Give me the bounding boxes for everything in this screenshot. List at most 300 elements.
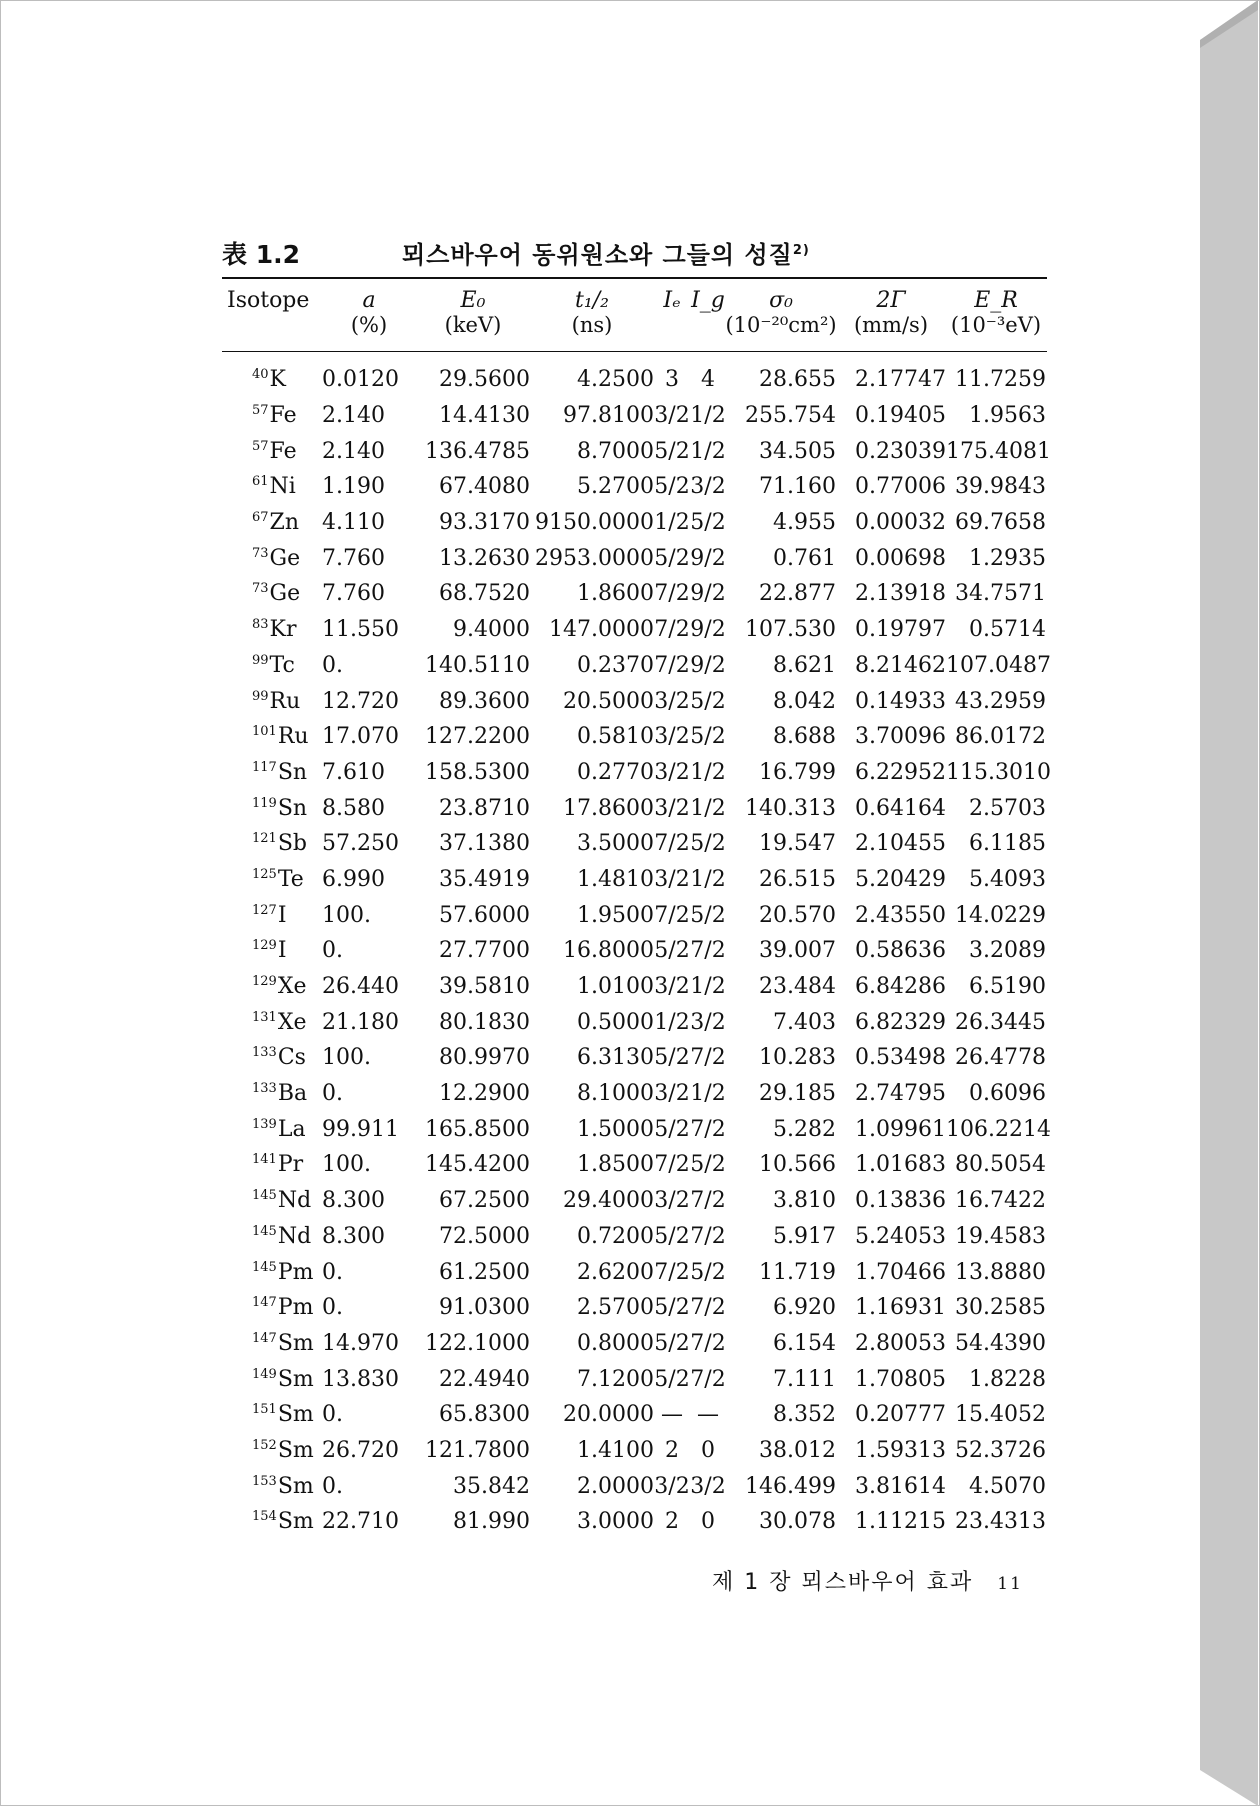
spin-excited-cell: 3/2 — [654, 1081, 690, 1107]
spin-ground-cell: 1/2 — [690, 795, 726, 821]
recoil-energy-cell: 26.4778 — [955, 1045, 1046, 1071]
spin-excited-cell: 3/2 — [654, 759, 690, 785]
element-symbol: Sm — [277, 1473, 314, 1499]
halflife-cell: 0.2370 — [577, 652, 654, 678]
recoil-energy-cell: 14.0229 — [955, 902, 1046, 928]
abundance-cell: 7.760 — [322, 581, 385, 607]
header-row — [222, 279, 1047, 351]
mass-number: 153 — [252, 1473, 277, 1489]
cross-section-cell: 20.570 — [759, 902, 836, 928]
spin-ground-cell: 5/2 — [690, 688, 726, 714]
halflife-cell: 1.8500 — [577, 1152, 654, 1178]
table-row — [222, 1361, 1047, 1397]
halflife-cell: 0.2770 — [577, 759, 654, 785]
spin-excited-cell: 5/2 — [654, 938, 690, 964]
table-row — [222, 1433, 1047, 1469]
isotope-cell — [222, 760, 322, 785]
isotope-cell — [222, 1010, 322, 1035]
spin-excited-cell: 3/2 — [654, 1473, 690, 1499]
isotope-cell — [222, 689, 322, 714]
element-symbol: Sm — [277, 1330, 314, 1356]
abundance-cell: 7.610 — [322, 759, 385, 785]
header-cell — [222, 289, 322, 351]
abundance-cell: 12.720 — [322, 688, 399, 714]
linewidth-cell: 8.21462 — [855, 652, 946, 678]
mass-number: 83 — [252, 617, 269, 633]
isotope-cell — [222, 1117, 322, 1142]
halflife-cell: 1.5000 — [577, 1116, 654, 1142]
header-cell — [322, 289, 416, 351]
spin-excited-cell: 3/2 — [654, 724, 690, 750]
spin-ground-cell: 7/2 — [690, 938, 726, 964]
linewidth-cell: 0.23039 — [855, 438, 946, 464]
element-symbol: Te — [277, 866, 304, 892]
spin-excited-cell: 5/2 — [654, 1045, 690, 1071]
isotope-cell — [222, 903, 322, 928]
table-row — [222, 969, 1047, 1005]
mass-number: 145 — [252, 1259, 277, 1275]
header-cell — [836, 289, 946, 351]
spin-ground-cell: 3/2 — [690, 1009, 726, 1035]
spin-excited-cell: 3/2 — [654, 866, 690, 892]
table-row — [222, 1147, 1047, 1183]
cross-section-cell: 39.007 — [759, 938, 836, 964]
header-unit: (10⁻²⁰cm²) — [725, 313, 837, 337]
cross-section-cell: 30.078 — [759, 1509, 836, 1535]
spin-ground-cell: 1/2 — [690, 866, 726, 892]
header-cell — [726, 289, 836, 351]
table-title-ref: 2) — [792, 243, 810, 258]
abundance-cell: 8.300 — [322, 1188, 385, 1214]
spin-excited-cell: 5/2 — [654, 545, 690, 571]
cross-section-cell: 4.955 — [773, 510, 836, 536]
halflife-cell: 0.5000 — [577, 1009, 654, 1035]
isotope-cell — [222, 724, 322, 749]
cross-section-cell: 6.920 — [773, 1295, 836, 1321]
header-cell — [654, 289, 690, 351]
table-row — [222, 1254, 1047, 1290]
energy-cell: 37.1380 — [439, 831, 530, 857]
energy-cell: 165.8500 — [425, 1116, 530, 1142]
isotope-cell — [222, 439, 322, 464]
recoil-energy-cell: 115.3010 — [946, 759, 1051, 785]
energy-cell: 68.7520 — [439, 581, 530, 607]
energy-cell: 121.7800 — [425, 1437, 530, 1463]
cross-section-cell: 0.761 — [773, 545, 836, 571]
isotope-table — [222, 235, 1051, 1540]
header-cell — [690, 289, 726, 351]
spin-excited-cell: 5/2 — [654, 474, 690, 500]
halflife-cell: 2953.0000 — [535, 545, 654, 571]
page-edge — [1200, 0, 1258, 1806]
spin-ground-cell: 5/2 — [690, 1152, 726, 1178]
header-symbol: Iₑ — [663, 288, 681, 313]
header-symbol: a — [362, 288, 376, 313]
abundance-cell: 26.440 — [322, 974, 399, 1000]
cross-section-cell: 7.403 — [773, 1009, 836, 1035]
recoil-energy-cell: 3.2089 — [969, 938, 1046, 964]
spin-ground-cell: 1/2 — [690, 1081, 726, 1107]
element-symbol: Sn — [277, 795, 308, 821]
header-unit: (mm/s) — [853, 313, 929, 337]
recoil-energy-cell: 4.5070 — [969, 1473, 1046, 1499]
spin-excited-cell: 1/2 — [654, 1009, 690, 1035]
abundance-cell: 100. — [322, 1152, 371, 1178]
element-symbol: Ni — [269, 474, 296, 500]
isotope-cell — [222, 938, 322, 963]
abundance-cell: 0. — [322, 1402, 343, 1428]
header-symbol: E_R — [974, 288, 1018, 313]
element-symbol: Ru — [269, 688, 301, 714]
abundance-cell: 0. — [322, 938, 343, 964]
header-cell-content — [322, 289, 416, 337]
isotope-cell — [222, 1045, 322, 1070]
halflife-cell: 20.0000 — [563, 1402, 654, 1428]
cross-section-cell: 11.719 — [759, 1259, 836, 1285]
linewidth-cell: 1.01683 — [855, 1152, 946, 1178]
abundance-cell: 11.550 — [322, 617, 399, 643]
header-symbol: σ₀ — [769, 288, 793, 313]
isotope-cell — [222, 474, 322, 499]
energy-cell: 93.3170 — [439, 510, 530, 536]
header-symbol: I_g — [691, 288, 725, 313]
linewidth-cell: 2.13918 — [855, 581, 946, 607]
mass-number: 73 — [252, 581, 269, 597]
element-symbol: Sm — [277, 1366, 314, 1392]
mass-number: 127 — [252, 902, 277, 918]
spin-excited-cell: 3/2 — [654, 795, 690, 821]
table-row — [222, 683, 1047, 719]
halflife-cell: 8.1000 — [577, 1081, 654, 1107]
spin-ground-cell: — — [697, 1402, 719, 1428]
abundance-cell: 1.190 — [322, 474, 385, 500]
header-cell-content — [836, 289, 946, 337]
isotope-cell — [222, 1152, 322, 1177]
abundance-cell: 8.300 — [322, 1223, 385, 1249]
element-symbol: I — [277, 938, 287, 964]
linewidth-cell: 1.59313 — [855, 1437, 946, 1463]
recoil-energy-cell: 15.4052 — [955, 1402, 1046, 1428]
recoil-energy-cell: 0.6096 — [969, 1081, 1046, 1107]
header-symbol: 2Γ — [876, 288, 906, 313]
energy-cell: 72.5000 — [439, 1223, 530, 1249]
linewidth-cell: 1.70466 — [855, 1259, 946, 1285]
isotope-cell — [222, 1402, 322, 1427]
table-row — [222, 826, 1047, 862]
table-row — [222, 755, 1051, 791]
table-row — [222, 540, 1047, 576]
energy-cell: 23.8710 — [439, 795, 530, 821]
cross-section-cell: 146.499 — [745, 1473, 836, 1499]
halflife-cell: 3.5000 — [577, 831, 654, 857]
spin-ground-cell: 5/2 — [690, 831, 726, 857]
table-row — [222, 897, 1047, 933]
table-row — [222, 612, 1047, 648]
element-symbol: K — [269, 367, 286, 393]
header-cell — [946, 289, 1046, 351]
recoil-energy-cell: 19.4583 — [955, 1223, 1046, 1249]
linewidth-cell: 0.00032 — [855, 510, 946, 536]
spin-ground-cell: 5/2 — [690, 724, 726, 750]
header-cell-content — [530, 289, 654, 337]
linewidth-cell: 5.24053 — [855, 1223, 946, 1249]
isotope-cell — [222, 1474, 322, 1499]
mass-number: 145 — [252, 1188, 277, 1204]
recoil-energy-cell: 11.7259 — [955, 367, 1046, 393]
linewidth-cell: 0.53498 — [855, 1045, 946, 1071]
header-cell-content — [654, 289, 690, 313]
linewidth-cell: 0.19797 — [855, 617, 946, 643]
recoil-energy-cell: 39.9843 — [955, 474, 1046, 500]
element-symbol: Sm — [277, 1509, 314, 1535]
linewidth-cell: 0.77006 — [855, 474, 946, 500]
abundance-cell: 0.0120 — [322, 367, 399, 393]
table-row — [222, 398, 1047, 434]
spin-excited-cell: 7/2 — [654, 617, 690, 643]
cross-section-cell: 140.313 — [745, 795, 836, 821]
mass-number: 99 — [252, 652, 269, 668]
element-symbol: Sb — [277, 831, 307, 857]
mass-number: 139 — [252, 1116, 277, 1132]
spin-excited-cell: 7/2 — [654, 652, 690, 678]
header-cell-content — [416, 289, 530, 337]
recoil-energy-cell: 6.5190 — [969, 974, 1046, 1000]
halflife-cell: 0.7200 — [577, 1223, 654, 1249]
isotope-cell — [222, 1224, 322, 1249]
spin-excited-cell: 5/2 — [654, 1223, 690, 1249]
spin-ground-cell: 0 — [701, 1509, 715, 1535]
abundance-cell: 0. — [322, 1259, 343, 1285]
energy-cell: 65.8300 — [439, 1402, 530, 1428]
mass-number: 129 — [252, 938, 277, 954]
spin-ground-cell: 7/2 — [690, 1045, 726, 1071]
spin-excited-cell: 3/2 — [654, 974, 690, 1000]
recoil-energy-cell: 52.3726 — [955, 1437, 1046, 1463]
energy-cell: 140.5110 — [425, 652, 530, 678]
halflife-cell: 29.4000 — [563, 1188, 654, 1214]
spin-ground-cell: 0 — [701, 1437, 715, 1463]
table-row — [222, 576, 1047, 612]
linewidth-cell: 1.09961 — [855, 1116, 946, 1142]
header-cell-content — [690, 289, 726, 313]
halflife-cell: 4.2500 — [577, 367, 654, 393]
abundance-cell: 17.070 — [322, 724, 399, 750]
abundance-cell: 100. — [322, 902, 371, 928]
table-title-text: 뫼스바우어 동위원소와 그들의 성질 — [402, 241, 793, 269]
table-row — [222, 433, 1051, 469]
abundance-cell: 8.580 — [322, 795, 385, 821]
energy-cell: 122.1000 — [425, 1330, 530, 1356]
spin-ground-cell: 5/2 — [690, 510, 726, 536]
halflife-cell: 2.6200 — [577, 1259, 654, 1285]
recoil-energy-cell: 23.4313 — [955, 1509, 1046, 1535]
table-row — [222, 790, 1047, 826]
table-row — [222, 1076, 1047, 1112]
recoil-energy-cell: 0.5714 — [969, 617, 1046, 643]
element-symbol: Sn — [277, 759, 308, 785]
header-symbol: t₁/₂ — [575, 288, 609, 313]
element-symbol: Nd — [277, 1188, 312, 1214]
cross-section-cell: 22.877 — [759, 581, 836, 607]
linewidth-cell: 6.82329 — [855, 1009, 946, 1035]
energy-cell: 35.4919 — [439, 866, 530, 892]
linewidth-cell: 2.74795 — [855, 1081, 946, 1107]
table-row — [222, 648, 1051, 684]
element-symbol: Cs — [277, 1045, 306, 1071]
isotope-cell — [222, 510, 322, 535]
isotope-cell — [222, 1295, 322, 1320]
mass-number: 131 — [252, 1009, 277, 1025]
abundance-cell: 6.990 — [322, 866, 385, 892]
mass-number: 147 — [252, 1330, 277, 1346]
spin-excited-cell: 7/2 — [654, 581, 690, 607]
isotope-cell — [222, 1331, 322, 1356]
page-number: 11 — [997, 1574, 1023, 1594]
spin-excited-cell: 5/2 — [654, 438, 690, 464]
cross-section-cell: 16.799 — [759, 759, 836, 785]
mass-number: 61 — [252, 474, 269, 490]
energy-cell: 61.2500 — [439, 1259, 530, 1285]
table-caption — [222, 235, 1047, 275]
abundance-cell: 7.760 — [322, 545, 385, 571]
cross-section-cell: 29.185 — [759, 1081, 836, 1107]
spin-ground-cell: 7/2 — [690, 1366, 726, 1392]
linewidth-cell: 1.16931 — [855, 1295, 946, 1321]
energy-cell: 12.2900 — [439, 1081, 530, 1107]
linewidth-cell: 0.19405 — [855, 403, 946, 429]
mass-number: 154 — [252, 1509, 277, 1525]
mass-number: 125 — [252, 866, 277, 882]
linewidth-cell: 6.84286 — [855, 974, 946, 1000]
mass-number: 57 — [252, 403, 269, 419]
energy-cell: 91.0300 — [439, 1295, 530, 1321]
halflife-cell: 5.2700 — [577, 474, 654, 500]
halflife-cell: 1.4810 — [577, 866, 654, 892]
element-symbol: Fe — [269, 438, 297, 464]
abundance-cell: 100. — [322, 1045, 371, 1071]
abundance-cell: 2.140 — [322, 438, 385, 464]
spin-excited-cell: 7/2 — [654, 831, 690, 857]
header-unit: (ns) — [571, 313, 613, 337]
spin-ground-cell: 9/2 — [690, 545, 726, 571]
linewidth-cell: 0.58636 — [855, 938, 946, 964]
cross-section-cell: 8.042 — [773, 688, 836, 714]
isotope-cell — [222, 617, 322, 642]
element-symbol: Pm — [277, 1259, 314, 1285]
table-row — [222, 362, 1047, 398]
element-symbol: La — [277, 1116, 306, 1142]
spin-ground-cell: 1/2 — [690, 759, 726, 785]
halflife-cell: 0.8000 — [577, 1330, 654, 1356]
spin-ground-cell: 3/2 — [690, 1473, 726, 1499]
mass-number: 147 — [252, 1295, 277, 1311]
cross-section-cell: 8.688 — [773, 724, 836, 750]
halflife-cell: 16.8000 — [563, 938, 654, 964]
header-cell-content — [726, 289, 836, 337]
linewidth-cell: 0.14933 — [855, 688, 946, 714]
recoil-energy-cell: 1.9563 — [969, 403, 1046, 429]
cross-section-cell: 34.505 — [759, 438, 836, 464]
cross-section-cell: 23.484 — [759, 974, 836, 1000]
linewidth-cell: 3.70096 — [855, 724, 946, 750]
mass-number: 133 — [252, 1045, 277, 1061]
mass-number: 141 — [252, 1152, 277, 1168]
mass-number: 129 — [252, 974, 277, 990]
spin-excited-cell: 5/2 — [654, 1295, 690, 1321]
mass-number: 149 — [252, 1366, 277, 1382]
table-body — [222, 352, 1051, 1540]
energy-cell: 89.3600 — [439, 688, 530, 714]
linewidth-cell: 1.11215 — [855, 1509, 946, 1535]
cross-section-cell: 38.012 — [759, 1437, 836, 1463]
header-symbol: Isotope — [227, 288, 310, 313]
element-symbol: Ba — [277, 1081, 308, 1107]
isotope-cell — [222, 653, 322, 678]
recoil-energy-cell: 30.2585 — [955, 1295, 1046, 1321]
linewidth-cell: 0.13836 — [855, 1188, 946, 1214]
linewidth-cell: 6.22952 — [855, 759, 946, 785]
cross-section-cell: 3.810 — [773, 1188, 836, 1214]
halflife-cell: 1.0100 — [577, 974, 654, 1000]
abundance-cell: 22.710 — [322, 1509, 399, 1535]
cross-section-cell: 26.515 — [759, 866, 836, 892]
table-row — [222, 1397, 1047, 1433]
abundance-cell: 0. — [322, 1295, 343, 1321]
halflife-cell: 97.8100 — [563, 403, 654, 429]
table-row — [222, 1040, 1047, 1076]
recoil-energy-cell: 69.7658 — [955, 510, 1046, 536]
cross-section-cell: 7.111 — [773, 1366, 836, 1392]
header-symbol: E₀ — [460, 288, 486, 313]
recoil-energy-cell: 107.0487 — [946, 652, 1051, 678]
spin-excited-cell: 7/2 — [654, 1259, 690, 1285]
energy-cell: 67.2500 — [439, 1188, 530, 1214]
spin-ground-cell: 7/2 — [690, 1116, 726, 1142]
element-symbol: Ge — [269, 581, 301, 607]
mass-number: 117 — [252, 759, 277, 775]
mass-number: 121 — [252, 831, 277, 847]
isotope-cell — [222, 1188, 322, 1213]
spin-ground-cell: 9/2 — [690, 617, 726, 643]
abundance-cell: 26.720 — [322, 1437, 399, 1463]
spin-ground-cell: 9/2 — [690, 581, 726, 607]
recoil-energy-cell: 16.7422 — [955, 1188, 1046, 1214]
isotope-cell — [222, 367, 322, 392]
spin-ground-cell: 7/2 — [690, 1188, 726, 1214]
cross-section-cell: 107.530 — [745, 617, 836, 643]
element-symbol: Pr — [277, 1152, 304, 1178]
halflife-cell: 1.4100 — [577, 1437, 654, 1463]
spin-excited-cell: 7/2 — [654, 1152, 690, 1178]
energy-cell: 67.4080 — [439, 474, 530, 500]
spin-ground-cell: 7/2 — [690, 1295, 726, 1321]
table-row — [222, 1290, 1047, 1326]
mass-number: 73 — [252, 545, 269, 561]
isotope-cell — [222, 974, 322, 999]
recoil-energy-cell: 43.2959 — [955, 688, 1046, 714]
table-label: 表 1.2 — [222, 240, 300, 269]
recoil-energy-cell: 2.5703 — [969, 795, 1046, 821]
recoil-energy-cell: 80.5054 — [955, 1152, 1046, 1178]
energy-cell: 80.1830 — [439, 1009, 530, 1035]
recoil-energy-cell: 54.4390 — [955, 1330, 1046, 1356]
linewidth-cell: 0.00698 — [855, 545, 946, 571]
linewidth-cell: 1.70805 — [855, 1366, 946, 1392]
linewidth-cell: 2.43550 — [855, 902, 946, 928]
spin-excited-cell: 5/2 — [654, 1366, 690, 1392]
mass-number: 99 — [252, 688, 269, 704]
spin-excited-cell: 5/2 — [654, 1116, 690, 1142]
